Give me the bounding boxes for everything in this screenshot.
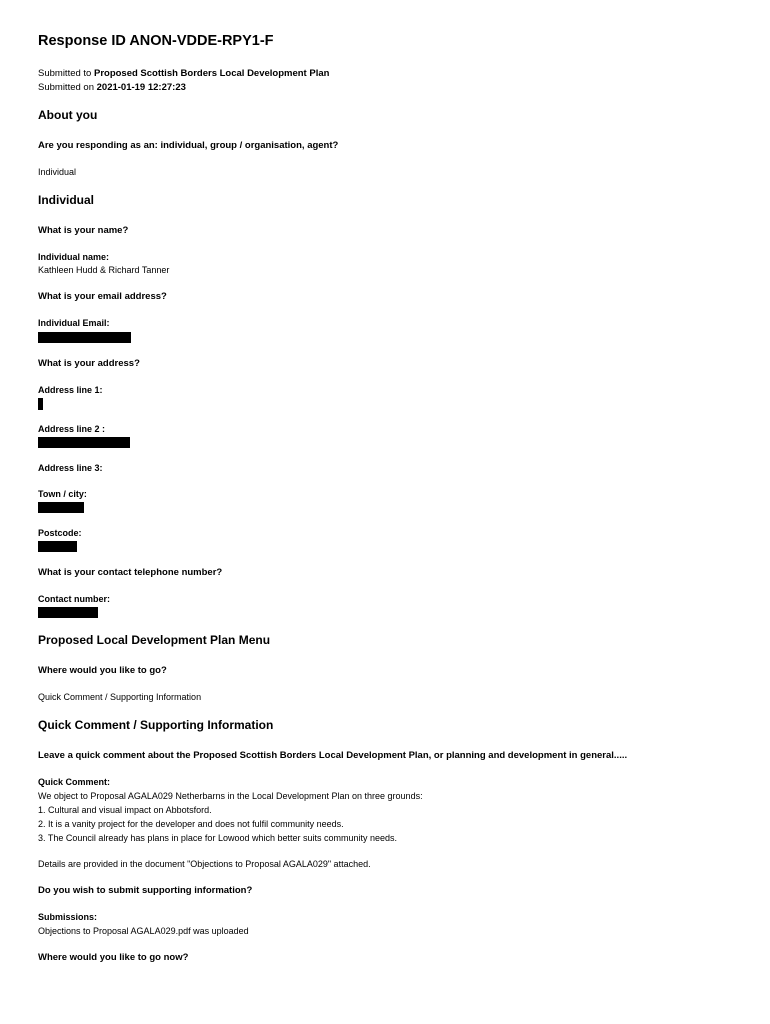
submitted-to-value: Proposed Scottish Borders Local Development Plan [93,68,330,79]
submitted-on-line [38,82,186,93]
phone-question: What is your contact telephone number? [38,567,223,578]
address-line2-label: Address line 2 : [38,424,106,434]
address-line3-label: Address line 3: [38,463,103,473]
quick-comment-question: Leave a quick comment about the Proposed Scottish Borders Local Development Plan, or planning and development in general..... [38,750,628,761]
postcode-label: Postcode: [38,528,82,538]
submitted-to-line [38,68,329,79]
submitted-on-value: 2021-01-19 12:27:23 [96,82,186,93]
email-label: Individual Email: [38,318,110,328]
responding-as-answer: Individual [38,167,77,177]
supporting-info-question: Do you wish to submit supporting information? [38,885,253,896]
submissions-value: Objections to Proposal AGALA029.pdf was uploaded [38,926,249,936]
submitted-to-label: Submitted to [38,68,92,79]
phone-label: Contact number: [38,594,110,604]
responding-as-question: Are you responding as an: individual, group / organisation, agent? [38,140,339,151]
name-value: Kathleen Hudd & Richard Tanner [38,265,170,275]
individual-heading: Individual [38,193,95,207]
address-question: What is your address? [38,358,140,369]
ldp-menu-heading: Proposed Local Development Plan Menu [38,633,271,647]
quick-comment-line: 2. It is a vanity project for the developer and does not fulfil community needs. [38,819,344,829]
email-question: What is your email address? [38,291,167,302]
where-go-question: Where would you like to go? [38,665,167,676]
address-line1-redaction [38,398,43,410]
quick-comment-label: Quick Comment: [38,777,111,787]
response-id-title: Response ID ANON-VDDE-RPY1-F [38,33,274,49]
name-question: What is your name? [38,225,129,236]
email-redaction [38,332,131,343]
quick-comment-body [38,789,423,845]
quick-comment-details: Details are provided in the document "Objections to Proposal AGALA029" attached. [38,859,371,869]
postcode-redaction [38,541,77,552]
name-label: Individual name: [38,252,110,262]
quick-comment-line: We object to Proposal AGALA029 Netherbarns in the Local Development Plan on three grounds: [38,791,423,801]
town-label: Town / city: [38,489,87,499]
quick-comment-heading: Quick Comment / Supporting Information [38,718,274,732]
address-line2-redaction [38,437,130,448]
town-redaction [38,502,84,513]
phone-redaction [38,607,98,618]
where-go-now-question: Where would you like to go now? [38,952,189,963]
submitted-on-label: Submitted on [38,82,94,93]
submissions-label: Submissions: [38,912,98,922]
where-go-answer: Quick Comment / Supporting Information [38,692,202,702]
about-you-heading: About you [38,108,98,122]
address-line1-label: Address line 1: [38,385,103,395]
quick-comment-line: 3. The Council already has plans in place for Lowood which better suits community needs. [38,833,398,843]
quick-comment-line: 1. Cultural and visual impact on Abbotsford. [38,805,212,815]
